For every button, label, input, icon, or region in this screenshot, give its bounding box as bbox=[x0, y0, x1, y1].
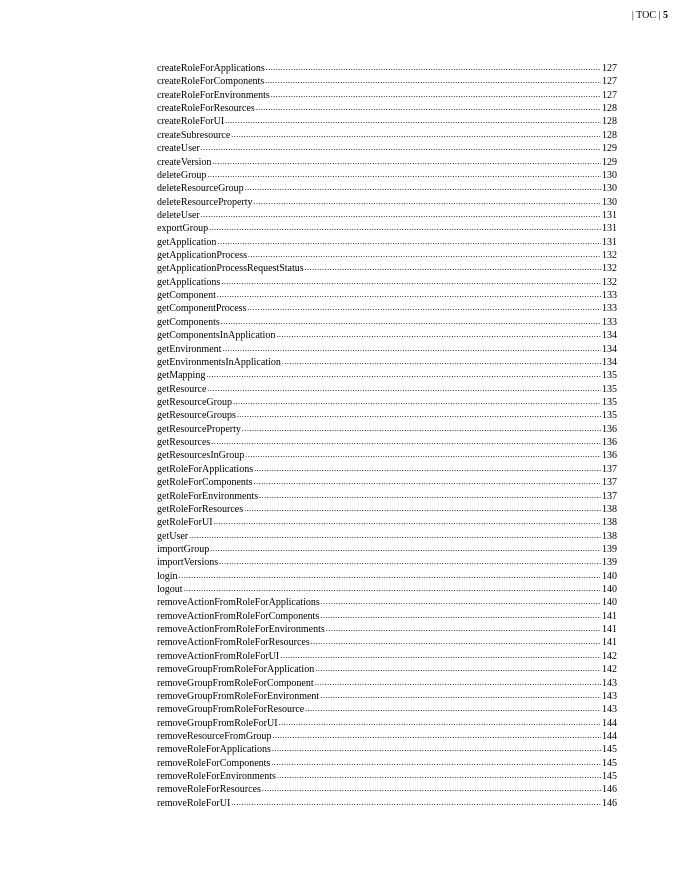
toc-entry[interactable] bbox=[157, 636, 617, 649]
toc-entry-page-number[interactable]: 138 bbox=[602, 530, 617, 542]
dot-leader bbox=[320, 690, 601, 699]
toc-entry-page-number[interactable]: 141 bbox=[602, 637, 617, 649]
toc-entry-title[interactable]: removeActionFromRoleForComponents bbox=[157, 610, 320, 622]
toc-entry[interactable] bbox=[157, 343, 617, 356]
toc-entry-title[interactable]: importGroup bbox=[157, 543, 210, 555]
toc-entry-page-number[interactable]: 145 bbox=[602, 757, 617, 769]
toc-entry-page-number[interactable]: 144 bbox=[602, 730, 617, 742]
toc-entry-title[interactable]: removeGroupFromRoleForResource bbox=[157, 704, 305, 716]
toc-entry-page-number[interactable]: 141 bbox=[602, 610, 617, 622]
toc-entry-title[interactable]: getResource bbox=[157, 383, 207, 395]
toc-entry-page-number[interactable]: 128 bbox=[602, 103, 617, 115]
toc-entry-title[interactable]: removeGroupFromRoleForEnvironment bbox=[157, 690, 320, 702]
toc-entry-page-number[interactable]: 135 bbox=[602, 396, 617, 408]
dot-leader bbox=[214, 516, 601, 525]
dot-leader bbox=[244, 503, 601, 512]
dot-leader bbox=[311, 636, 601, 645]
dot-leader bbox=[277, 770, 601, 779]
toc-entry-page-number[interactable]: 140 bbox=[602, 570, 617, 582]
toc-entry[interactable] bbox=[157, 449, 617, 462]
dot-leader bbox=[254, 196, 601, 205]
toc-entry-title[interactable]: removeRoleForUI bbox=[157, 797, 231, 809]
toc-entry[interactable] bbox=[157, 570, 617, 583]
page-header bbox=[632, 10, 668, 22]
toc-entry-title[interactable]: getRoleForUI bbox=[157, 517, 213, 529]
toc-entry-page-number[interactable]: 129 bbox=[602, 143, 617, 155]
toc-entry[interactable] bbox=[157, 490, 617, 503]
toc-entry-title[interactable]: getRoleForEnvironments bbox=[157, 490, 259, 502]
dot-leader bbox=[225, 115, 601, 124]
toc-entry[interactable] bbox=[157, 610, 617, 623]
toc-entry-page-number[interactable]: 127 bbox=[602, 63, 617, 74]
toc-entry[interactable] bbox=[157, 222, 617, 235]
toc-entry-page-number[interactable]: 134 bbox=[602, 356, 617, 368]
dot-leader bbox=[305, 703, 601, 712]
toc-entry[interactable] bbox=[157, 423, 617, 436]
dot-leader bbox=[201, 142, 601, 151]
toc-entry-title[interactable]: removeRoleForApplications bbox=[157, 744, 271, 756]
toc-entry-title[interactable]: deleteGroup bbox=[157, 169, 207, 181]
toc-entry-title[interactable]: removeActionFromRoleForResources bbox=[157, 637, 310, 649]
toc-entry-page-number[interactable]: 136 bbox=[602, 437, 617, 449]
table-of-contents bbox=[157, 62, 617, 810]
toc-entry[interactable] bbox=[157, 89, 617, 102]
toc-entry-title[interactable]: getComponent bbox=[157, 290, 216, 302]
toc-entry[interactable] bbox=[157, 530, 617, 543]
toc-entry-page-number[interactable]: 138 bbox=[602, 517, 617, 529]
toc-entry-title[interactable]: removeGroupFromRoleForComponent bbox=[157, 677, 314, 689]
toc-entry[interactable] bbox=[157, 62, 617, 75]
toc-entry-page-number[interactable]: 130 bbox=[602, 169, 617, 181]
toc-entry[interactable] bbox=[157, 262, 617, 275]
toc-entry[interactable] bbox=[157, 663, 617, 676]
toc-entry[interactable] bbox=[157, 757, 617, 770]
toc-entry-title[interactable]: getUser bbox=[157, 530, 189, 542]
toc-entry[interactable] bbox=[157, 717, 617, 730]
toc-entry-title[interactable]: createUser bbox=[157, 143, 200, 155]
toc-entry-title[interactable]: getResourceGroups bbox=[157, 410, 236, 422]
toc-entry-page-number[interactable]: 144 bbox=[602, 717, 617, 729]
running-header-section: | TOC | bbox=[631, 10, 661, 21]
dot-leader bbox=[315, 677, 601, 686]
toc-entry-page-number[interactable]: 130 bbox=[602, 183, 617, 195]
toc-entry[interactable] bbox=[157, 543, 617, 556]
toc-entry-title[interactable]: getComponentProcess bbox=[157, 303, 247, 315]
dot-leader bbox=[219, 556, 601, 565]
dot-leader bbox=[315, 663, 601, 672]
toc-entry[interactable] bbox=[157, 115, 617, 128]
dot-leader bbox=[271, 757, 601, 766]
dot-leader bbox=[321, 596, 601, 605]
toc-entry[interactable] bbox=[157, 276, 617, 289]
toc-entry[interactable] bbox=[157, 476, 617, 489]
toc-entry-title[interactable]: createVersion bbox=[157, 156, 212, 168]
dot-leader bbox=[217, 236, 601, 245]
toc-entry-title[interactable]: getRoleForApplications bbox=[157, 463, 254, 475]
toc-entry[interactable] bbox=[157, 182, 617, 195]
toc-entry[interactable] bbox=[157, 409, 617, 422]
toc-entry-title[interactable]: exportGroup bbox=[157, 223, 209, 235]
toc-entry-title[interactable]: createRoleForEnvironments bbox=[157, 89, 270, 101]
dot-leader bbox=[231, 129, 601, 138]
toc-entry[interactable] bbox=[157, 703, 617, 716]
toc-entry-page-number[interactable]: 142 bbox=[602, 664, 617, 676]
toc-entry-page-number[interactable]: 143 bbox=[602, 690, 617, 702]
dot-leader bbox=[265, 75, 601, 84]
toc-entry-title[interactable]: removeResourceFromGroup bbox=[157, 730, 272, 742]
dot-leader bbox=[222, 343, 601, 352]
toc-entry[interactable] bbox=[157, 583, 617, 596]
toc-entry-title[interactable]: deleteResourceGroup bbox=[157, 183, 244, 195]
dot-leader bbox=[210, 543, 601, 552]
toc-entry-page-number[interactable]: 137 bbox=[602, 477, 617, 489]
dot-leader bbox=[247, 302, 601, 311]
dot-leader bbox=[207, 383, 601, 392]
dot-leader bbox=[256, 102, 601, 111]
toc-entry[interactable] bbox=[157, 356, 617, 369]
dot-leader bbox=[254, 476, 601, 485]
toc-entry[interactable] bbox=[157, 383, 617, 396]
toc-entry-page-number[interactable]: 140 bbox=[602, 584, 617, 596]
dot-leader bbox=[189, 530, 601, 539]
dot-leader bbox=[272, 743, 601, 752]
toc-entry-page-number[interactable]: 130 bbox=[602, 196, 617, 208]
toc-entry-title[interactable]: getResourceGroup bbox=[157, 396, 232, 408]
toc-entry[interactable] bbox=[157, 690, 617, 703]
toc-entry-page-number[interactable]: 127 bbox=[602, 89, 617, 101]
toc-entry-page-number[interactable]: 134 bbox=[602, 330, 617, 342]
toc-entry[interactable] bbox=[157, 396, 617, 409]
toc-entry-title[interactable]: getResourcesInGroup bbox=[157, 450, 245, 462]
dot-leader bbox=[211, 436, 601, 445]
toc-entry-page-number[interactable]: 139 bbox=[602, 543, 617, 555]
toc-entry-page-number[interactable]: 136 bbox=[602, 423, 617, 435]
toc-entry[interactable] bbox=[157, 463, 617, 476]
toc-entry-page-number[interactable]: 128 bbox=[602, 116, 617, 128]
toc-entry[interactable] bbox=[157, 743, 617, 756]
toc-entry-page-number[interactable]: 146 bbox=[602, 797, 617, 809]
dot-leader bbox=[212, 156, 601, 165]
toc-entry[interactable] bbox=[157, 369, 617, 382]
toc-entry[interactable] bbox=[157, 316, 617, 329]
dot-leader bbox=[231, 797, 601, 806]
toc-entry-page-number[interactable]: 128 bbox=[602, 129, 617, 141]
toc-entry-page-number[interactable]: 135 bbox=[602, 410, 617, 422]
toc-entry-title[interactable]: createRoleForComponents bbox=[157, 76, 265, 88]
dot-leader bbox=[282, 356, 601, 365]
toc-entry-title[interactable]: importVersions bbox=[157, 557, 219, 569]
toc-entry-title[interactable]: login bbox=[157, 570, 178, 582]
toc-entry-page-number[interactable]: 140 bbox=[602, 597, 617, 609]
dot-leader bbox=[279, 717, 601, 726]
toc-entry-page-number[interactable]: 133 bbox=[602, 316, 617, 328]
toc-entry[interactable] bbox=[157, 142, 617, 155]
dot-leader bbox=[221, 316, 601, 325]
toc-entry[interactable] bbox=[157, 102, 617, 115]
dot-leader bbox=[221, 276, 601, 285]
dot-leader bbox=[280, 650, 601, 659]
toc-entry[interactable] bbox=[157, 129, 617, 142]
toc-entry-page-number[interactable]: 137 bbox=[602, 463, 617, 475]
dot-leader bbox=[207, 169, 601, 178]
toc-entry-title[interactable]: getMapping bbox=[157, 370, 206, 382]
toc-entry-title[interactable]: removeActionFromRoleForUI bbox=[157, 650, 280, 662]
dot-leader bbox=[179, 570, 601, 579]
toc-entry[interactable] bbox=[157, 196, 617, 209]
toc-entry[interactable] bbox=[157, 623, 617, 636]
toc-entry[interactable] bbox=[157, 156, 617, 169]
toc-entry[interactable] bbox=[157, 249, 617, 262]
toc-entry-title[interactable]: getEnvironmentsInApplication bbox=[157, 356, 281, 368]
toc-entry[interactable] bbox=[157, 730, 617, 743]
dot-leader bbox=[237, 409, 601, 418]
toc-entry-title[interactable]: getComponents bbox=[157, 316, 220, 328]
toc-entry-title[interactable]: getComponentsInApplication bbox=[157, 330, 276, 342]
toc-entry-page-number[interactable]: 143 bbox=[602, 704, 617, 716]
toc-entry-page-number[interactable]: 131 bbox=[602, 236, 617, 248]
toc-entry[interactable] bbox=[157, 797, 617, 810]
toc-entry[interactable] bbox=[157, 436, 617, 449]
toc-entry[interactable] bbox=[157, 329, 617, 342]
toc-entry[interactable] bbox=[157, 289, 617, 302]
toc-entry-page-number[interactable]: 127 bbox=[602, 76, 617, 88]
dot-leader bbox=[184, 583, 601, 592]
toc-entry-title[interactable]: getApplicationProcessRequestStatus bbox=[157, 263, 304, 275]
dot-leader bbox=[209, 222, 601, 231]
toc-entry-title[interactable]: getApplications bbox=[157, 276, 221, 288]
dot-leader bbox=[206, 369, 601, 378]
dot-leader bbox=[245, 449, 601, 458]
toc-entry-page-number[interactable]: 129 bbox=[602, 156, 617, 168]
toc-entry[interactable] bbox=[157, 596, 617, 609]
dot-leader bbox=[259, 490, 601, 499]
dot-leader bbox=[276, 329, 601, 338]
toc-entry-page-number[interactable]: 142 bbox=[602, 650, 617, 662]
dot-leader bbox=[254, 463, 601, 472]
toc-entry-page-number[interactable]: 145 bbox=[602, 744, 617, 756]
toc-entry-page-number[interactable]: 132 bbox=[602, 250, 617, 262]
toc-entry-title[interactable]: createRoleForUI bbox=[157, 116, 225, 128]
toc-entry-page-number[interactable]: 131 bbox=[602, 209, 617, 221]
toc-entry-title[interactable]: deleteUser bbox=[157, 209, 200, 221]
dot-leader bbox=[201, 209, 601, 218]
toc-entry-title[interactable]: getResources bbox=[157, 437, 211, 449]
toc-entry-page-number[interactable]: 141 bbox=[602, 624, 617, 636]
toc-entry-page-number[interactable]: 137 bbox=[602, 490, 617, 502]
toc-entry-title[interactable]: deleteResourceProperty bbox=[157, 196, 253, 208]
toc-entry[interactable] bbox=[157, 556, 617, 569]
toc-entry-title[interactable]: removeGroupFromRoleForApplication bbox=[157, 664, 315, 676]
toc-entry-title[interactable]: getRoleForComponents bbox=[157, 477, 253, 489]
toc-entry-page-number[interactable]: 139 bbox=[602, 557, 617, 569]
toc-entry-title[interactable]: removeRoleForComponents bbox=[157, 757, 271, 769]
toc-entry-page-number[interactable]: 145 bbox=[602, 771, 617, 783]
toc-entry-title[interactable]: getApplicationProcess bbox=[157, 250, 247, 262]
toc-entry-page-number[interactable]: 134 bbox=[602, 343, 617, 355]
dot-leader bbox=[320, 610, 601, 619]
toc-entry-title[interactable]: removeGroupFromRoleForUI bbox=[157, 717, 278, 729]
toc-entry[interactable] bbox=[157, 783, 617, 796]
toc-entry[interactable] bbox=[157, 677, 617, 690]
toc-entry-page-number[interactable]: 133 bbox=[602, 303, 617, 315]
toc-entry-title[interactable]: createRoleForResources bbox=[157, 103, 255, 115]
toc-entry-page-number[interactable]: 135 bbox=[602, 370, 617, 382]
toc-entry[interactable] bbox=[157, 75, 617, 88]
toc-entry-page-number[interactable]: 132 bbox=[602, 276, 617, 288]
dot-leader bbox=[242, 423, 601, 432]
toc-entry-title[interactable]: createRoleForApplications bbox=[157, 63, 265, 74]
toc-entry[interactable] bbox=[157, 770, 617, 783]
dot-leader bbox=[262, 783, 601, 792]
toc-entry[interactable] bbox=[157, 209, 617, 222]
toc-entry-title[interactable]: getEnvironment bbox=[157, 343, 222, 355]
dot-leader bbox=[326, 623, 601, 632]
toc-entry-page-number[interactable]: 133 bbox=[602, 290, 617, 302]
toc-entry-page-number[interactable]: 135 bbox=[602, 383, 617, 395]
toc-entry-page-number[interactable]: 136 bbox=[602, 450, 617, 462]
toc-entry-title[interactable]: removeRoleForResources bbox=[157, 784, 261, 796]
toc-entry-page-number[interactable]: 146 bbox=[602, 784, 617, 796]
toc-entry[interactable] bbox=[157, 503, 617, 516]
toc-entry-title[interactable]: getRoleForResources bbox=[157, 503, 244, 515]
toc-entry[interactable] bbox=[157, 236, 617, 249]
dot-leader bbox=[266, 62, 601, 71]
toc-entry-title[interactable]: removeRoleForEnvironments bbox=[157, 771, 276, 783]
toc-entry-page-number[interactable]: 131 bbox=[602, 223, 617, 235]
toc-entry-title[interactable]: removeActionFromRoleForApplications bbox=[157, 597, 320, 609]
dot-leader bbox=[233, 396, 601, 405]
toc-entry-title[interactable]: logout bbox=[157, 584, 183, 596]
toc-entry-title[interactable]: createSubresource bbox=[157, 129, 231, 141]
dot-leader bbox=[271, 89, 601, 98]
toc-entry-page-number[interactable]: 138 bbox=[602, 503, 617, 515]
toc-entry-title[interactable]: getResourceProperty bbox=[157, 423, 241, 435]
toc-entry[interactable] bbox=[157, 169, 617, 182]
toc-entry[interactable] bbox=[157, 516, 617, 529]
dot-leader bbox=[248, 249, 601, 258]
dot-leader bbox=[272, 730, 601, 739]
toc-entry-title[interactable]: removeActionFromRoleForEnvironments bbox=[157, 624, 325, 636]
toc-entry-title[interactable]: getApplication bbox=[157, 236, 217, 248]
toc-entry-page-number[interactable]: 143 bbox=[602, 677, 617, 689]
dot-leader bbox=[305, 262, 601, 271]
toc-entry-page-number[interactable]: 132 bbox=[602, 263, 617, 275]
page-number: 5 bbox=[663, 10, 668, 21]
toc-entry[interactable] bbox=[157, 302, 617, 315]
dot-leader bbox=[245, 182, 601, 191]
dot-leader bbox=[217, 289, 601, 298]
toc-entry[interactable] bbox=[157, 650, 617, 663]
